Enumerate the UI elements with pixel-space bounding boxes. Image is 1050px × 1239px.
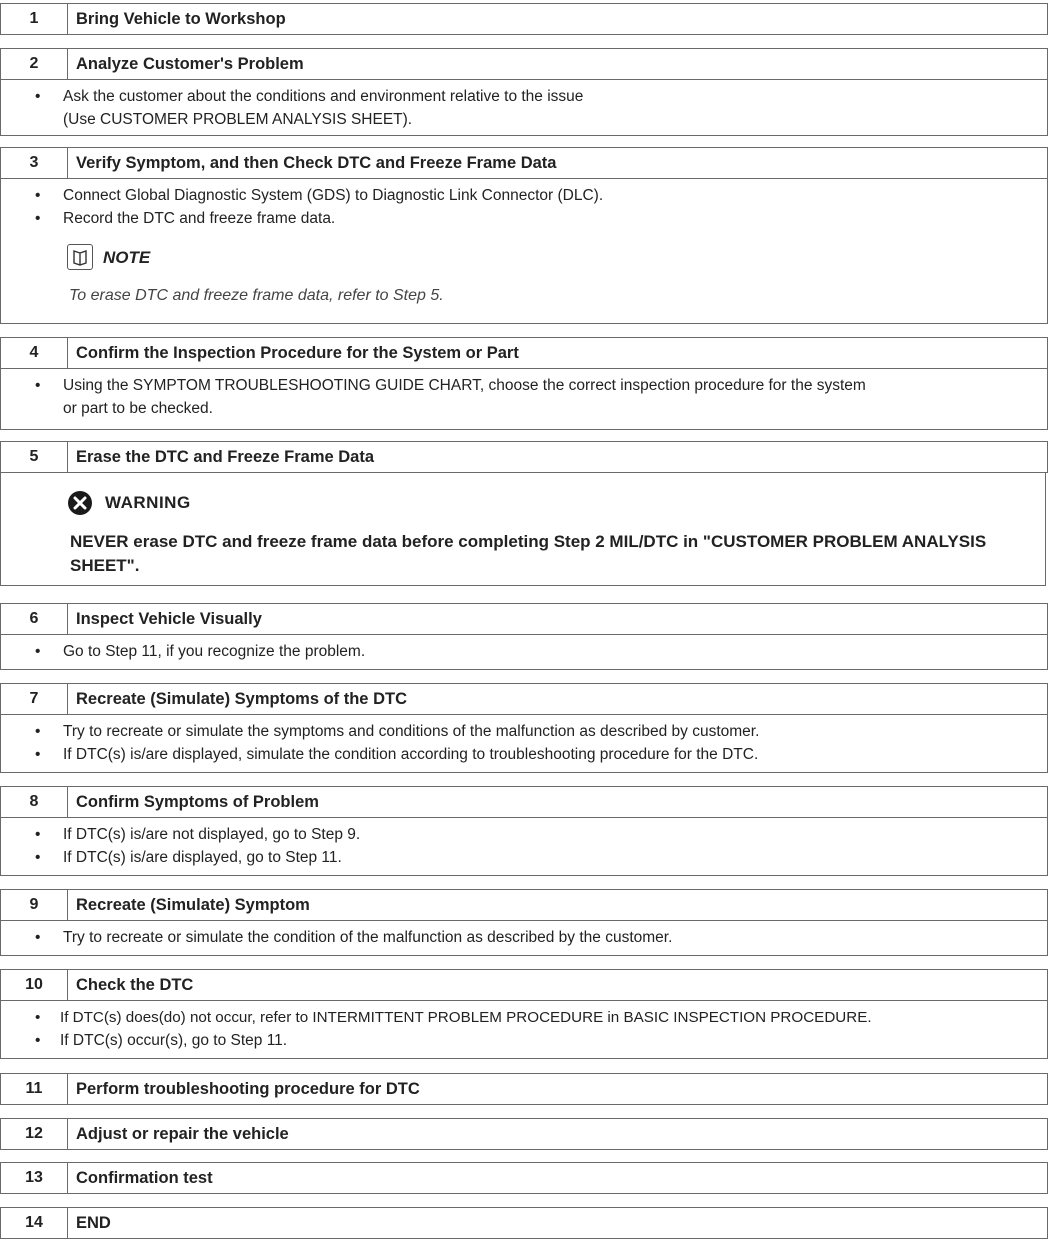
bullet-item: • If DTC(s) is/are displayed, simulate the condition according to troubleshooting procedure for the DTC. <box>1 743 1047 766</box>
step-title: Verify Symptom, and then Check DTC and Freeze Frame Data <box>76 153 557 172</box>
step-title: END <box>76 1213 111 1232</box>
bullet-item: • If DTC(s) is/are not displayed, go to Step 9. <box>1 823 1047 846</box>
step-body <box>0 472 1046 586</box>
book-icon <box>67 244 93 270</box>
step-body <box>0 920 1048 956</box>
step-number: 9 <box>1 890 68 920</box>
bullet-dot-icon: • <box>35 723 41 740</box>
bullet-continuation: or part to be checked. <box>63 400 213 417</box>
bullet-item: • Using the SYMPTOM TROUBLESHOOTING GUIDE CHART, choose the correct inspection procedure for the system <box>1 374 1047 397</box>
warning-text: NEVER erase DTC and freeze frame data before completing Step 2 MIL/DTC in "CUSTOMER PROBLEM ANALYSIS SHEET". <box>70 532 987 575</box>
bullet-item: • Record the DTC and freeze frame data. <box>1 207 1047 230</box>
step-body <box>0 1000 1048 1059</box>
step-header <box>0 889 1048 921</box>
step-body <box>0 817 1048 876</box>
step-title: Confirm Symptoms of Problem <box>76 792 319 811</box>
bullet-item: • Ask the customer about the conditions and environment relative to the issue <box>1 85 1047 108</box>
step-number: 12 <box>1 1119 68 1149</box>
bullet-dot-icon: • <box>35 826 41 843</box>
step-title: Perform troubleshooting procedure for DTC <box>76 1079 420 1098</box>
step-number: 14 <box>1 1208 68 1238</box>
step-title: Adjust or repair the vehicle <box>76 1124 289 1143</box>
step-header <box>0 147 1048 179</box>
step-number: 6 <box>1 604 68 634</box>
bullet-item: • Try to recreate or simulate the symptoms and conditions of the malfunction as described by customer. <box>1 720 1047 743</box>
step-header <box>0 603 1048 635</box>
step-header <box>0 1162 1048 1194</box>
bullet-dot-icon: • <box>35 1009 41 1026</box>
step-number: 4 <box>1 338 68 368</box>
bullet-dot-icon: • <box>35 643 41 660</box>
bullet-continuation: (Use CUSTOMER PROBLEM ANALYSIS SHEET). <box>63 111 413 128</box>
step-header <box>0 3 1048 35</box>
step-title: Recreate (Simulate) Symptoms of the DTC <box>76 689 407 708</box>
bullet-dot-icon: • <box>35 849 41 866</box>
bullet-item: • Connect Global Diagnostic System (GDS) to Diagnostic Link Connector (DLC). <box>1 184 1047 207</box>
step-title: Check the DTC <box>76 975 194 994</box>
bullet-item: • If DTC(s) does(do) not occur, refer to INTERMITTENT PROBLEM PROCEDURE in BASIC INSPECTION PROCEDURE. <box>1 1006 1047 1029</box>
step-header <box>0 1207 1048 1239</box>
bullet-dot-icon: • <box>35 377 41 394</box>
step-number: 5 <box>1 442 68 472</box>
step-header <box>0 1073 1048 1105</box>
bullet-dot-icon: • <box>35 746 41 763</box>
step-title: Confirm the Inspection Procedure for the System or Part <box>76 343 519 362</box>
bullet-dot-icon: • <box>35 210 41 227</box>
step-number: 13 <box>1 1163 68 1193</box>
step-body <box>0 634 1048 670</box>
bullet-dot-icon: • <box>35 1032 41 1049</box>
step-number: 8 <box>1 787 68 817</box>
step-header <box>0 1118 1048 1150</box>
bullet-dot-icon: • <box>35 88 41 105</box>
step-title: Analyze Customer's Problem <box>76 54 304 73</box>
step-number: 7 <box>1 684 68 714</box>
step-number: 2 <box>1 49 68 79</box>
step-number: 10 <box>1 970 68 1000</box>
warning-x-icon <box>67 490 93 516</box>
step-title: Recreate (Simulate) Symptom <box>76 895 310 914</box>
step-title: Bring Vehicle to Workshop <box>76 9 286 28</box>
step-header <box>0 683 1048 715</box>
warning-heading <box>1 488 1045 518</box>
step-header <box>0 969 1048 1001</box>
bullet-item: • If DTC(s) occur(s), go to Step 11. <box>1 1029 1047 1052</box>
step-body <box>0 79 1048 136</box>
step-body <box>0 714 1048 773</box>
step-title: Inspect Vehicle Visually <box>76 609 262 628</box>
step-header <box>0 337 1048 369</box>
step-number: 1 <box>1 4 68 34</box>
step-header <box>0 441 1048 473</box>
warning-label: WARNING <box>105 493 191 512</box>
note-text: To erase DTC and freeze frame data, refer to Step 5. <box>69 287 444 304</box>
bullet-item: • Try to recreate or simulate the condition of the malfunction as described by the customer. <box>1 926 1047 949</box>
step-body <box>0 178 1048 324</box>
step-header <box>0 48 1048 80</box>
step-header <box>0 786 1048 818</box>
step-title: Erase the DTC and Freeze Frame Data <box>76 447 375 466</box>
note-label: NOTE <box>103 247 151 267</box>
note-heading <box>1 242 1047 272</box>
bullet-item: • Go to Step 11, if you recognize the problem. <box>1 640 1047 663</box>
bullet-dot-icon: • <box>35 187 41 204</box>
step-body <box>0 368 1048 430</box>
step-title: Confirmation test <box>76 1168 213 1187</box>
bullet-dot-icon: • <box>35 929 41 946</box>
step-number: 3 <box>1 148 68 178</box>
bullet-item: • If DTC(s) is/are displayed, go to Step 11. <box>1 846 1047 869</box>
step-number: 11 <box>1 1074 68 1104</box>
